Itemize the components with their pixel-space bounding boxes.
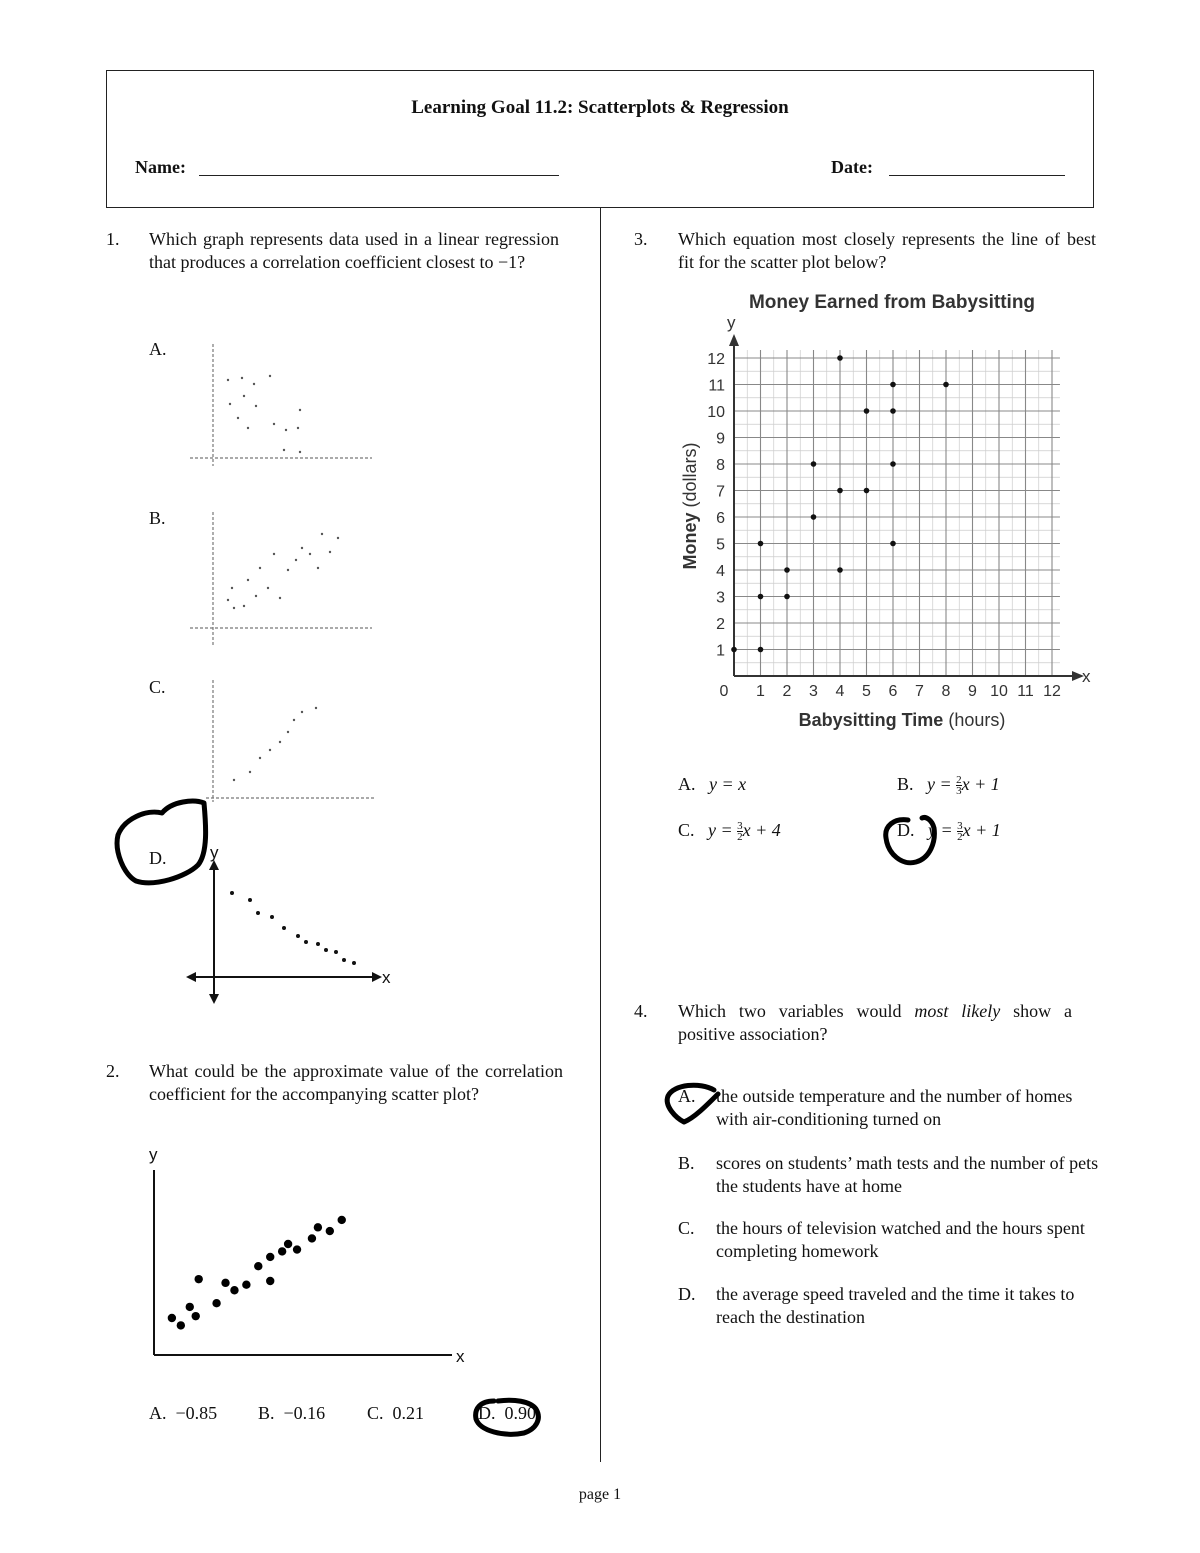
q1-graph-a-points [227,375,301,453]
q4-number: 4. [634,1001,648,1021]
worksheet-title: Learning Goal 11.2: Scatterplots & Regression [411,97,789,118]
q2-data-point [221,1279,229,1287]
q3-data-point [890,408,896,414]
q2-data-point [314,1223,322,1231]
q1-graph-b-points [227,533,339,609]
q3-data-point [890,461,896,467]
q3-number: 3. [634,229,648,249]
q3-x-tick-label: 1 [756,683,765,700]
date-field[interactable] [889,175,1065,176]
q2-data-point [338,1216,346,1224]
q2-text: What could be the approximate value of the correlation coefficient for the accompanying scatter plot? [149,1061,563,1104]
q3-option-b-letter: B. [897,774,914,794]
q2-number: 2. [106,1061,120,1081]
q2-data-point [308,1234,316,1242]
q3-x-tick-label: 9 [968,683,977,700]
q3-data-point [837,567,843,573]
q4-option-d-letter[interactable]: D. [678,1284,696,1304]
q4-answer-circle [660,1078,730,1128]
q2-y-label: y [149,1145,158,1164]
q1-option-d[interactable]: D. [149,848,167,868]
q3-option-c-den: 2 [737,831,743,844]
q4-option-b-letter[interactable]: B. [678,1153,695,1173]
q3-y-tick-label: 6 [716,510,725,527]
q2-data-point [177,1321,185,1329]
q4-option-d-text[interactable]: the average speed traveled and the time it takes to reach the destination [716,1284,1075,1327]
q2-data-point [230,1286,238,1294]
q3-data-point [837,355,843,361]
q3-y-tick-label: 3 [716,589,725,607]
q3-y-axis-arrow [729,334,739,346]
q2-data-point [266,1277,274,1285]
q3-option-b-eq-pre: y = [927,774,957,794]
q3-x-tick-label: 6 [888,683,898,700]
q2-data-point [242,1281,250,1289]
q3-y-label-unit: (dollars) [680,442,700,508]
q1-graph-b [184,508,384,648]
q2-scatter-plot [140,1140,480,1380]
q3-y-tick-label: 10 [707,404,725,421]
q3-option-d-eq-pre: y = [928,820,958,840]
q3-option-a[interactable] [678,774,746,795]
q3-x-tick-label: 8 [941,683,951,700]
q2-data-point [284,1240,292,1248]
q3-option-c-eq-pre: y = [708,820,738,840]
q1-graph-d-x-label: x [382,968,391,987]
q1-option-c[interactable]: C. [149,677,166,697]
q2-data-point [192,1312,200,1320]
q3-y-tick-label: 1 [716,642,725,660]
q1-graph-d-y-label: y [210,843,219,862]
q3-y-tick-label: 4 [716,563,725,580]
q3-data-point [837,488,843,494]
q2-option-c-letter: C. [367,1403,384,1423]
q3-y-tick-label: 11 [708,377,725,395]
q2-option-b[interactable] [258,1403,325,1424]
q3-option-c-eq-post: x + 4 [742,820,781,840]
svg-text:Babysitting Time (hours) [799,710,1006,730]
q3-y-label: Money [680,512,700,570]
q2-data-point [212,1299,220,1307]
q3-option-d-num: 3 [957,820,963,833]
column-divider [600,207,601,1462]
q1-graph-d-points [230,891,356,965]
q3-data-point [811,461,817,467]
q3-y-tick-label: 12 [707,351,725,368]
q1-number: 1. [106,229,120,249]
name-field[interactable] [199,175,559,176]
q3-answer-circle [878,812,948,874]
q3-option-d-letter: D. [897,820,915,840]
q2-data-point [266,1253,274,1261]
q3-babysitting-chart [660,284,1100,744]
q3-data-point [811,514,817,520]
q2-data-point [254,1262,262,1270]
q3-x-tick-label: 2 [782,683,792,700]
q3-x-tick-label: 0 [719,683,729,700]
q1-option-a[interactable]: A. [149,339,167,359]
q3-option-c-letter: C. [678,820,695,840]
q4-option-b-text[interactable]: scores on students’ math tests and the number of pets the students have at home [716,1153,1099,1196]
q2-option-a-value: −0.85 [175,1403,218,1423]
q3-data-point [864,408,870,414]
q3-y-tick-label: 2 [716,616,725,633]
q2-option-a[interactable] [149,1403,217,1424]
q3-data-point [758,594,764,600]
q3-x-label-unit: (hours) [948,710,1006,730]
q1-graph-c-points [233,707,317,781]
header-box [106,70,1094,208]
q2-option-c[interactable] [367,1403,424,1424]
q2-data-point [278,1247,286,1255]
q3-option-a-equation: y = x [709,774,747,794]
q4-text-pre: Which two variables would [678,1001,915,1021]
q2-data-point [195,1275,203,1283]
q3-data-point [784,567,790,573]
q2-answer-circle [470,1393,550,1443]
q3-y-tick-label: 8 [716,457,725,474]
q2-option-c-value: 0.21 [392,1403,425,1423]
page-number: page 1 [578,1486,622,1503]
q3-option-c-num: 3 [737,820,743,833]
date-label: Date: [831,157,873,177]
q3-y-tick-label: 9 [716,430,725,448]
q3-y-tick-label: 7 [716,483,725,501]
q3-option-b[interactable] [897,774,1000,796]
q3-x-tick-label: 3 [809,683,818,700]
q3-x-tick-label: 12 [1043,683,1061,700]
q3-data-point [890,541,896,547]
q1-option-b[interactable]: B. [149,508,166,528]
q3-option-a-letter: A. [678,774,696,794]
q1-graph-a [184,340,384,470]
q3-y-axis-letter: y [727,313,736,332]
q2-option-b-letter: B. [258,1403,275,1423]
q3-option-c[interactable] [678,820,781,842]
q3-grid [734,350,1060,676]
q2-x-label: x [456,1347,465,1366]
q2-option-b-value: −0.16 [283,1403,326,1423]
q3-option-d-eq-post: x + 1 [962,820,1001,840]
q2-option-d-letter: D. [478,1403,496,1423]
q3-option-b-eq-post: x + 1 [961,774,1000,794]
q3-data-point [758,541,764,547]
q3-x-tick-label: 10 [990,683,1008,700]
q3-chart-title: Money Earned from Babysitting [748,292,1036,313]
q4-option-a-text[interactable]: the outside temperature and the number of homes with air-conditioning turned on [716,1086,1073,1129]
q3-x-tick-label: 5 [862,683,871,700]
q2-data-point [168,1314,176,1322]
svg-text:Money (dollars) [680,442,700,569]
q3-text: Which equation most closely represents the line of best fit for the scatter plot below? [678,229,1096,272]
q4-option-c-text[interactable]: the hours of television watched and the hours spent completing homework [716,1218,1085,1261]
q2-option-a-letter: A. [149,1403,167,1423]
q2-option-d-value: 0.90 [504,1403,536,1423]
q1-graph-c [184,676,384,806]
name-label: Name: [135,157,186,177]
q1-answer-circle [110,795,220,895]
q3-y-tick-label: 5 [716,536,725,554]
q3-data-point [731,647,737,653]
q3-data-point [784,594,790,600]
q4-option-c-letter[interactable]: C. [678,1218,695,1238]
q2-points [168,1216,346,1330]
q3-x-label: Babysitting Time [798,710,944,730]
q3-x-tick-label: 7 [915,683,924,700]
q3-data-point [943,382,949,388]
q4-text-emphasis: most likely [914,1001,1001,1021]
q2-data-point [326,1227,334,1235]
q4-text-post: show a positive association? [678,1001,1072,1044]
q3-x-tick-label: 4 [835,683,845,700]
q3-x-axis-letter: x [1082,667,1091,686]
q3-data-point [758,647,764,653]
q3-data-point [890,382,896,388]
q3-option-b-num: 2 [956,774,962,787]
q3-x-tick-label: 11 [1017,683,1034,700]
q2-data-point [186,1303,194,1311]
q2-data-point [293,1245,301,1253]
q4-option-a-letter[interactable]: A. [678,1086,696,1106]
q3-data-point [864,488,870,494]
q3-option-d-den: 2 [957,831,963,844]
q3-option-b-den: 3 [956,785,962,798]
q1-text: Which graph represents data used in a linear regression that produces a correlation coefficient closest to −1? [149,229,559,272]
q4-text [678,1000,1072,1046]
